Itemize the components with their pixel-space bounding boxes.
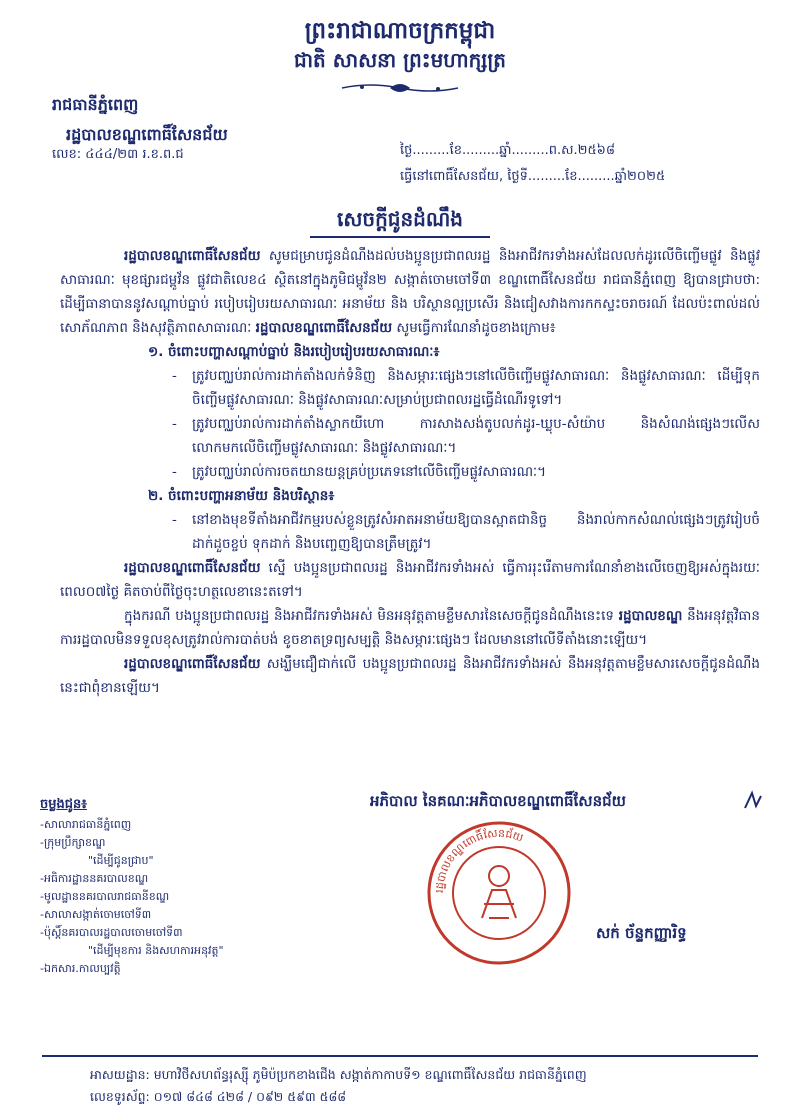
recipient-note: "ដើម្បីមុខការ និងសហការអនុវត្ត"	[88, 944, 224, 957]
seal-text: រដ្ឋបាលខណ្ឌពោធិ៍សែនជ័យ	[432, 826, 525, 894]
recipient-item: -សាលារាជធានីភ្នំពេញ	[40, 818, 132, 831]
footer-phone: លេខទូរស័ព្ទ: ០១៧ ៨៤៨ ៤២៨ / ០៩២ ៥៩៣ ៥៨៨	[90, 1089, 347, 1104]
kingdom-title: ព្រះរាជាណាចក្រកម្ពុជា	[304, 17, 496, 44]
footer	[90, 1064, 587, 1108]
recipient-item: -អធិការដ្ឋាននគរបាលខណ្ឌ	[40, 872, 149, 885]
footer-address: អាសយដ្ឋាន: មហាវិថីសហព័ន្ធរុស្ស៊ី ភូមិប៉ប្រកខាងជើង សង្កាត់កាកាបទី១ ខណ្ឌពោធិ៍សែនជ័យ រាជធានីភ្នំពេញ	[90, 1067, 587, 1082]
section1-title: ១. ចំពោះបញ្ហាសណ្តាប់ធ្នាប់ និងរបៀបរៀបរយសាធារណៈ៖	[148, 344, 440, 360]
solar-date: ធ្វើនៅពោធិ៍សែនជ័យ, ថ្ងៃទី.........ខែ.........ឆ្នាំ២០២៥	[400, 169, 666, 184]
p3-text2: នឹងអនុវត្តវិធានការរដ្ឋបាលមិនទទួលខុសត្រូវរាល់ការបាត់បង់ ខូចខាតទ្រព្យសម្បត្តិ និងសម្ភារៈផ្សេងៗ ដែលមាននៅលើទីតាំងនោះឡើយ។	[60, 608, 760, 648]
p4-text: សង្ឃឹមជឿជាក់លើ បងប្អូនប្រជាពលរដ្ឋ និងអាជីវករទាំងអស់ នឹងអនុវត្តតាមខ្លឹមសារសេចក្តីជូនដំណឹងនេះជាពុំខានឡើយ។	[60, 656, 760, 696]
ornament-divider-icon	[340, 80, 460, 96]
p2-text: ស្នើ បងប្អូនប្រជាពលរដ្ឋ និងអាជីវករទាំងអស់ ធ្វើការរុះរើតាមការណែនាំខាងលើចេញឱ្យអស់ក្នុងរយៈពេល០៧ថ្ងៃ គិតចាប់ពីថ្ងៃចុះហត្ថលេខានេះតទៅ។	[60, 560, 760, 600]
p3-bold: រដ្ឋបាលខណ្ឌ	[618, 608, 683, 624]
subject-underline	[310, 236, 490, 238]
recipient-item: -ឯកសារ.កាលប្បវត្តិ	[40, 962, 121, 975]
district-admin-name: រដ្ឋបាលខណ្ឌពោធិ៍សែនជ័យ	[66, 125, 228, 144]
closing-paragraph	[60, 652, 760, 700]
recipient-note: "ដើម្បីជូនជ្រាប"	[88, 854, 154, 867]
section2-title: ២. ចំពោះបញ្ហាអនាម័យ និងបរិស្ថាន៖	[148, 488, 335, 504]
reference-number	[52, 146, 184, 165]
recipients-heading: ចម្លងជូន៖	[40, 797, 87, 812]
recipient-item: -ប៉ុស្តិ៍នគរបាលរដ្ឋបាលចោមចៅទី៣	[40, 926, 183, 939]
ref-value: ៤៤៤/២៣ រ.ខ.ព.ជ	[85, 147, 184, 162]
svg-text:រដ្ឋបាលខណ្ឌពោធិ៍សែនជ័យ	[433, 826, 525, 893]
p4-bold: រដ្ឋបាលខណ្ឌពោធិ៍សែនជ័យ	[124, 656, 261, 672]
intro-text2: សូមធ្វើការណែនាំដូចខាងក្រោម៖	[392, 320, 556, 336]
intro-bold: រដ្ឋបាលខណ្ឌពោធិ៍សែនជ័យ	[124, 248, 261, 264]
warning-paragraph	[60, 604, 760, 652]
ref-label: លេខ:	[52, 147, 82, 162]
kingdom-header	[0, 16, 800, 74]
date-block	[400, 138, 665, 190]
section1-item: - ត្រូវបញ្ឈប់រាល់ការដាក់តាំងលក់ទំនិញ និងសម្ភារៈផ្សេងៗនៅលើចិញ្ចើមផ្លូវសាធារណៈ និងផ្លូវសាធារណៈ ដើម្បីទុកចិញ្ចើមផ្លូវសាធារណៈ និងផ្លូវសាធារណៈសម្រាប់ប្រជាពលរដ្ឋធ្វើដំណើរទូទៅ។	[172, 364, 760, 412]
national-motto: ជាតិ សាសនា ព្រះមហាក្សត្រ	[294, 48, 506, 72]
document-subject: សេចក្តីជូនដំណឹង	[337, 207, 463, 231]
recipients-list	[40, 796, 224, 978]
recipient-item: -សាលាសង្កាត់ចោមចៅទី៣	[40, 908, 152, 921]
recipient-item: -ក្រុមប្រឹក្សាខណ្ឌ	[40, 836, 106, 849]
signatory-name: សក់ ច័ន្ទកញ្ញារិទ្ធ	[596, 924, 687, 942]
p3-text: ក្នុងករណី បងប្អូនប្រជាពលរដ្ឋ និងអាជីវករទាំងអស់ មិនអនុវត្តតាមខ្លឹមសារនៃសេចក្តីជូនដំណឹងនេះទេ	[124, 608, 619, 624]
intro-paragraph	[60, 244, 760, 340]
issuer-block	[52, 90, 228, 150]
intro-text: សូមជម្រាបជូនដំណឹងដល់បងប្អូនប្រជាពលរដ្ឋ និងអាជីវករទាំងអស់ដែលលក់ដូរលើចិញ្ចើមផ្លូវ និងផ្លូវសាធារណៈ មុខផ្សារជម្ពូវ័ន ផ្លូវជាតិលេខ៤ ស្ថិតនៅក្នុងភូមិជម្ពូវ័ន២ សង្កាត់ចោមចៅទី៣ ខណ្ឌពោធិ៍សែនជ័យ រាជធានីភ្នំពេញ ឱ្យបានជ្រាបថា: ដើម្បីធានាបាននូវសណ្តាប់ធ្នាប់ របៀបរៀបរយសាធារណៈ អនាម័យ និង បរិស្ថានល្អប្រសើរ និងជៀសវាងការកកស្ទះចរាចរណ៍ ដែលប៉ះពាល់ដល់សោភ័ណភាព និងសុវត្ថិភាពសាធារណៈ	[60, 248, 760, 336]
section2-item: - នៅខាងមុខទីតាំងអាជីវកម្មរបស់ខ្លួនត្រូវសំអាតអនាម័យឱ្យបានស្អាតជានិច្ច និងរាល់កាកសំណល់ផ្សេងៗត្រូវរៀបចំដាក់ដួចខ្ចប់ ទុកដាក់ និងបញ្ចេញឱ្យបានត្រឹមត្រូវ។	[172, 508, 760, 556]
signatory-title: អភិបាល នៃគណៈអភិបាលខណ្ឌពោធិ៍សែនជ័យ	[370, 792, 626, 810]
request-paragraph	[60, 556, 760, 604]
official-seal-icon	[424, 818, 574, 968]
recipient-item: -មូលដ្ឋាននគរបាលរាជធានីខណ្ឌ	[40, 890, 170, 903]
lunar-date: ថ្ងៃ.........ខែ.........ឆ្នាំ.........ព.ស.២៥៦៨	[400, 143, 616, 158]
p2-bold: រដ្ឋបាលខណ្ឌពោធិ៍សែនជ័យ	[124, 560, 261, 576]
intro-bold2: រដ្ឋបាលខណ្ឌពោធិ៍សែនជ័យ	[255, 320, 393, 336]
section1-item: - ត្រូវបញ្ឈប់រាល់ការចតយានយន្តគ្រប់ប្រភេទនៅលើចិញ្ចើមផ្លូវសាធារណៈ។	[172, 460, 760, 484]
signature-mark-icon	[742, 790, 764, 812]
footer-divider	[42, 1055, 758, 1057]
capital-name: រាជធានីភ្នំពេញ	[52, 95, 139, 114]
document-body	[60, 244, 760, 700]
section1-item: - ត្រូវបញ្ឈប់រាល់ការដាក់តាំងស្លាកយីហោ ការសាងសង់តូបលក់ដូរ-ឃ្លុប-សំយ៉ាប និងសំណង់ផ្សេងៗលើសលោកមកលើចិញ្ចើមផ្លូវសាធារណៈ និងផ្លូវសាធារណៈ។	[172, 412, 760, 460]
